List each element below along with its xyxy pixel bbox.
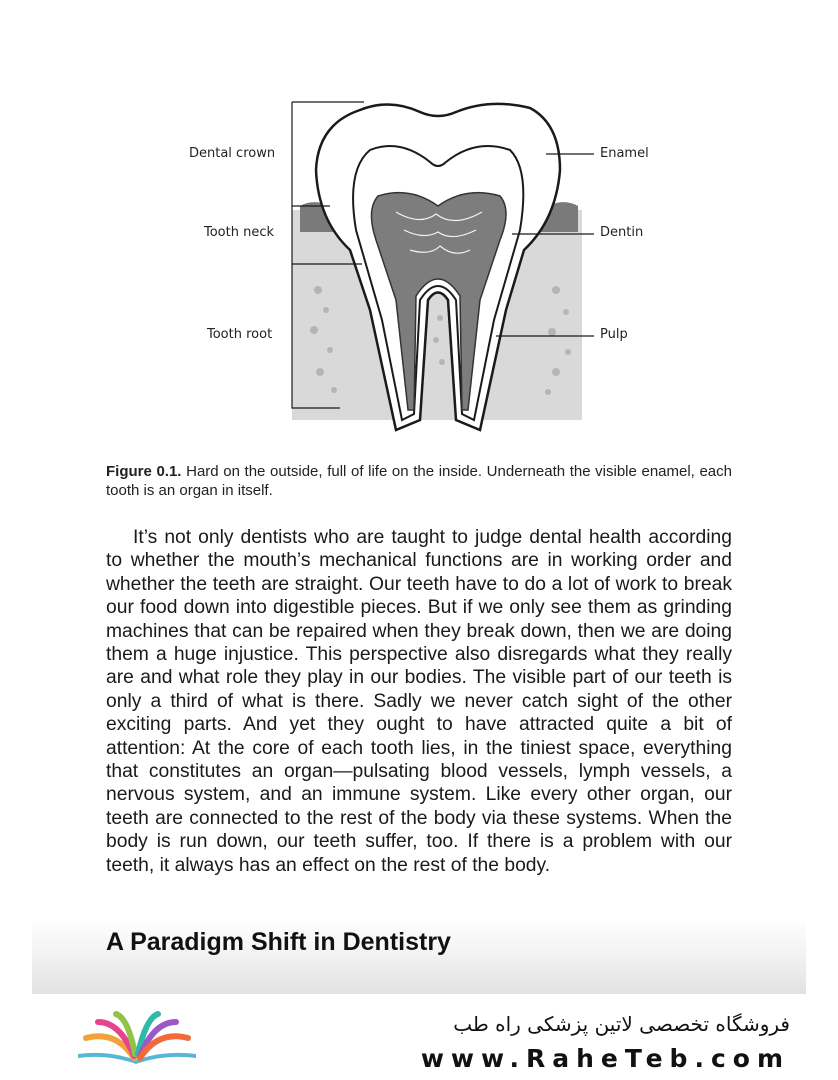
shop-url[interactable]: www.RaheTeb.com [420, 1044, 790, 1073]
caption-text: Hard on the outside, full of life on the inside. Underneath the visible enamel, each tooth is an organ in itself. [106, 463, 732, 499]
open-book-icon [72, 1010, 202, 1071]
figure-caption [106, 462, 732, 500]
label-dentin: Dentin [600, 225, 644, 240]
caption-figure-number: Figure 0.1. [106, 463, 182, 480]
section-heading: A Paradigm Shift in Dentistry [106, 928, 451, 956]
label-pulp: Pulp [600, 327, 628, 342]
label-enamel: Enamel [600, 146, 649, 161]
shop-name: فروشگاه تخصصی لاتین پزشکی راه طب [453, 1012, 790, 1036]
tooth-illustration [0, 0, 838, 450]
body-paragraph: It’s not only dentists who are taught to judge dental health according to whether the mouth’s mechanical functions are in working order and whether the teeth are straight. Our teeth have to do a lot of work to break our food down into digestible pieces. But if we only see them as grinding machines that can be repaired when they break down, then we are doing them a huge injustice. This perspective also disregards what they really are and what role they play in our bodies. The visible part of our teeth is only a third of what is there. Sadly we never catch sight of the other exciting parts. And yet they ought to have attracted quite a bit of attention: At the core of each tooth lies, in the tiniest space, everything that constitutes an organ—pulsating blood vessels, lymph vessels, a nervous system, and an immune system. Like every other organ, our teeth are connected to the rest of the body via these systems. When the body is run down, our teeth suffer, too. If there is a problem with our teeth, it always has an effect on the rest of the body. [106, 527, 732, 876]
label-dental-crown: Dental crown [189, 146, 276, 161]
label-tooth-root: Tooth root [207, 327, 273, 342]
tooth-diagram [0, 0, 838, 450]
label-tooth-neck: Tooth neck [204, 225, 275, 240]
